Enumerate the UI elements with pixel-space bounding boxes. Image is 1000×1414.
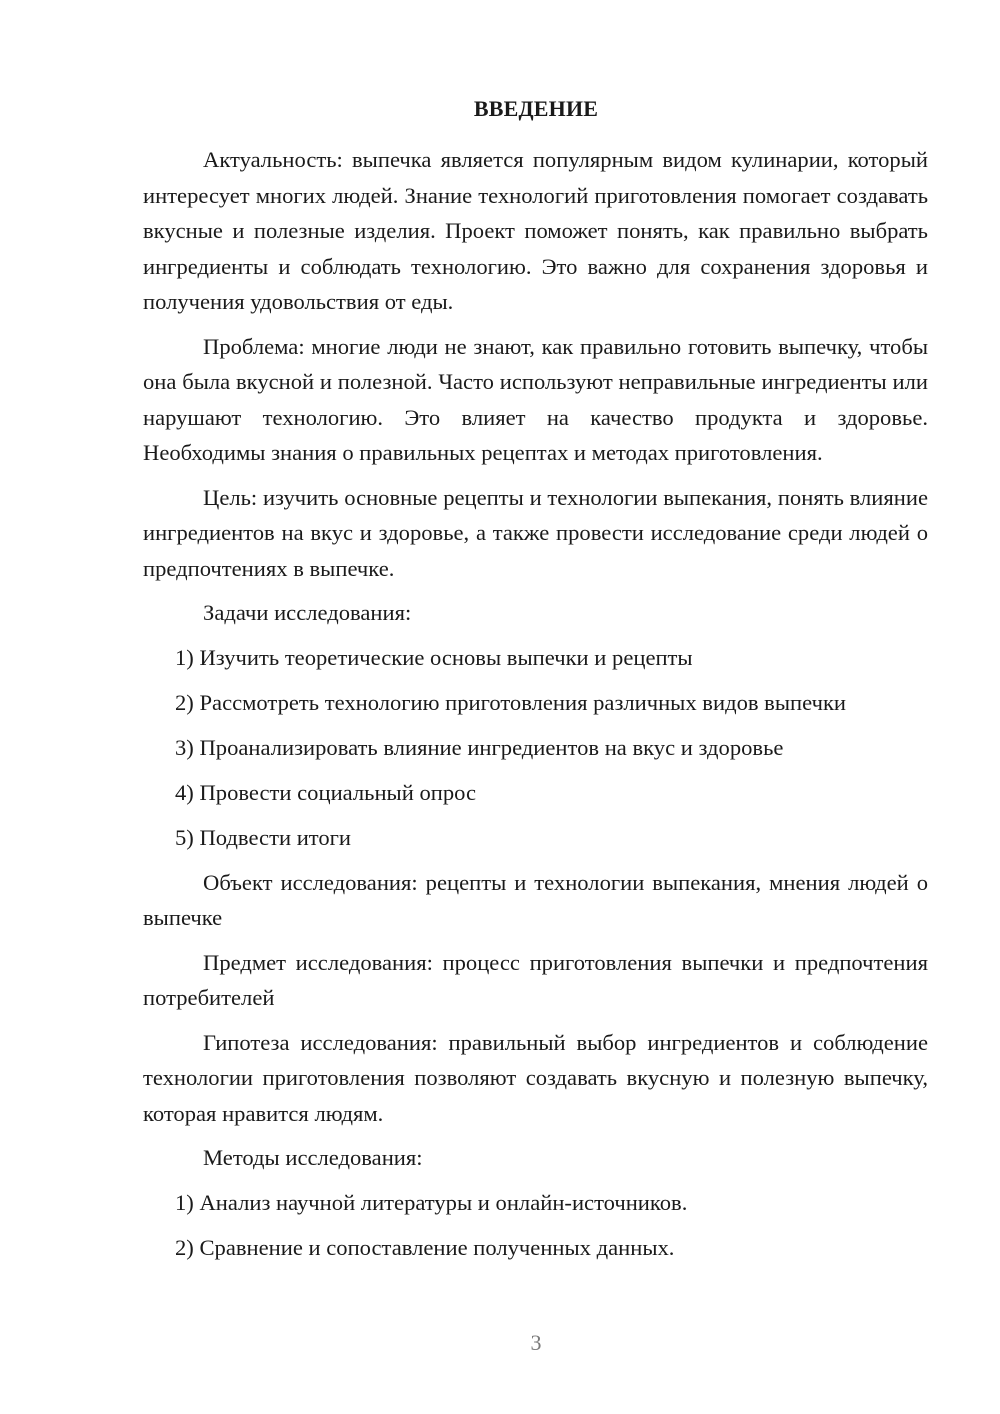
methods-heading: Методы исследования:	[203, 1145, 423, 1170]
methods-list	[143, 1185, 928, 1266]
list-item: 2) Сравнение и сопоставление полученных данных.	[175, 1234, 675, 1260]
page-number: 3	[530, 1330, 542, 1355]
paragraph-subject: Предмет исследования: процесс приготовления выпечки и предпочтения потребителей	[143, 949, 928, 1010]
list-item: 1) Изучить теоретические основы выпечки и рецепты	[175, 644, 693, 670]
paragraph-goal: Цель: изучить основные рецепты и технологии выпекания, понять влияние ингредиентов на вкус и здоровье, а также провести исследование среди людей о предпочтениях в выпечке.	[143, 484, 928, 581]
paragraph-problem: Проблема: многие люди не знают, как правильно готовить выпечку, чтобы она была вкусной и полезной. Часто используют неправильные ингредиенты или нарушают технологию. Это влияет на качество продукта и здоровье. Необходимы знания о правильных рецептах и методах приготовления.	[143, 333, 928, 465]
list-item: 2) Рассмотреть технологию приготовления различных видов выпечки	[175, 689, 847, 715]
paragraph-relevance: Актуальность: выпечка является популярным видом кулинарии, который интересует многих людей. Знание технологий приготовления помогает создавать вкусные и полезные изделия. Проект поможет понять, как правильно выбрать ингредиенты и соблюдать технологию. Это важно для сохранения здоровья и получения удовольствия от еды.	[143, 147, 928, 314]
list-item: 4) Провести социальный опрос	[175, 779, 477, 805]
tasks-heading: Задачи исследования:	[203, 600, 412, 625]
paragraph-hypothesis: Гипотеза исследования: правильный выбор ингредиентов и соблюдение технологии приготовления позволяют создавать вкусную и полезную выпечку, которая нравится людям.	[143, 1029, 928, 1126]
list-item: 5) Подвести итоги	[175, 824, 352, 850]
page-content	[143, 142, 928, 1275]
list-item: 1) Анализ научной литературы и онлайн-источников.	[175, 1189, 688, 1215]
paragraph-object: Объект исследования: рецепты и технологии выпекания, мнения людей о выпечке	[143, 869, 928, 930]
page-title: ВВЕДЕНИЕ	[473, 96, 599, 121]
tasks-list	[143, 640, 928, 856]
list-item: 3) Проанализировать влияние ингредиентов на вкус и здоровье	[175, 734, 784, 760]
